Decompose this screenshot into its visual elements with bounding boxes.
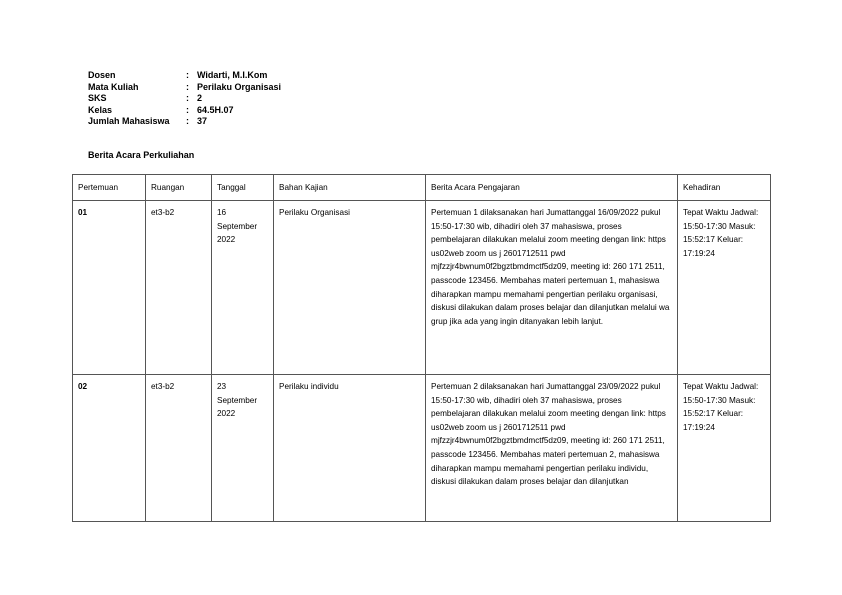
info-value: Perilaku Organisasi [197,81,282,92]
header-ruangan: Ruangan [146,175,212,201]
info-label: SKS [88,93,107,104]
info-colon: : [186,93,189,104]
berita-acara-text: Pertemuan 1 dilaksanakan hari Jumattanggal 16/09/2022 pukul 15:50-17:30 wib, dihadiri oleh 37 mahasiswa, proses pembelajaran dilakukan melalui zoom meeting dengan link: https us02web zoom us j 2601712511 pwd mjfzzjr4bwnum0f2bgztbmdmctf5dz09, meeting id: 260 171 2511, passcode 123456. Membahas materi pertemuan 1, mahasiswa diharapkan mampu memahami pengertian perilaku organisasi, diskusi dilakukan dalam proses belajar dan dilanjutkan melalui wa grup jika ada yang ingin ditanyakan lebih lanjut. [431,208,670,326]
info-value: 2 [197,93,203,104]
header-kehadiran: Kehadiran [678,175,771,201]
cell-ruangan: et3-b2 [146,375,212,522]
info-row-jumlah-mahasiswa [88,116,281,128]
cell-pertemuan: 02 [73,375,146,522]
info-colon: : [186,70,189,80]
berita-acara-table [72,174,771,522]
info-row-mata-kuliah [88,82,281,94]
cell-ruangan: et3-b2 [146,201,212,375]
info-label: Kelas [88,104,113,115]
info-value: 37 [197,116,208,127]
cell-berita-acara [426,201,678,375]
info-colon: : [186,81,189,92]
table-row [73,375,771,522]
info-value: Widarti, M.I.Kom [197,70,268,80]
table-row [73,201,771,375]
info-value: 64.5H.07 [197,104,234,115]
cell-kehadiran: Tepat Waktu Jadwal: 15:50-17:30 Masuk: 15:52:17 Keluar: 17:19:24 [678,201,771,375]
info-label: Mata Kuliah [88,81,139,92]
info-colon: : [186,116,189,127]
cell-pertemuan: 01 [73,201,146,375]
cell-bahan-kajian: Perilaku Organisasi [274,201,426,375]
info-label: Dosen [88,70,116,80]
info-colon: : [186,104,189,115]
header-tanggal: Tanggal [212,175,274,201]
header-pertemuan: Pertemuan [73,175,146,201]
info-label: Jumlah Mahasiswa [88,116,170,127]
berita-acara-text: Pertemuan 2 dilaksanakan hari Jumattanggal 23/09/2022 pukul 15:50-17:30 wib, dihadiri oleh 37 mahasiswa, proses pembelajaran dilakukan melalui zoom meeting dengan link: https us02web zoom us j 2601712511 pwd mjfzzjr4bwnum0f2bgztbmdmctf5dz09, meeting id: 260 171 2511, passcode 123456. Membahas materi pertemuan 2, mahasiswa diharapkan mampu memahami pengertian perilaku individu, diskusi dilakukan dalam proses belajar dan dilanjutkan [431,382,666,487]
cell-kehadiran: Tepat Waktu Jadwal: 15:50-17:30 Masuk: 15:52:17 Keluar: 17:19:24 [678,375,771,522]
header-bahan-kajian: Bahan Kajian [274,175,426,201]
cell-bahan-kajian: Perilaku individu [274,375,426,522]
info-row-kelas [88,105,281,117]
cell-tanggal: 16 September 2022 [212,201,274,375]
section-title: Berita Acara Perkuliahan [88,150,195,160]
cell-berita-acara [426,375,678,522]
info-row-sks [88,93,281,105]
course-info [88,70,281,128]
table-header-row [73,175,771,201]
header-berita-acara: Berita Acara Pengajaran [426,175,678,201]
info-row-dosen [88,70,281,82]
cell-tanggal: 23 September 2022 [212,375,274,522]
